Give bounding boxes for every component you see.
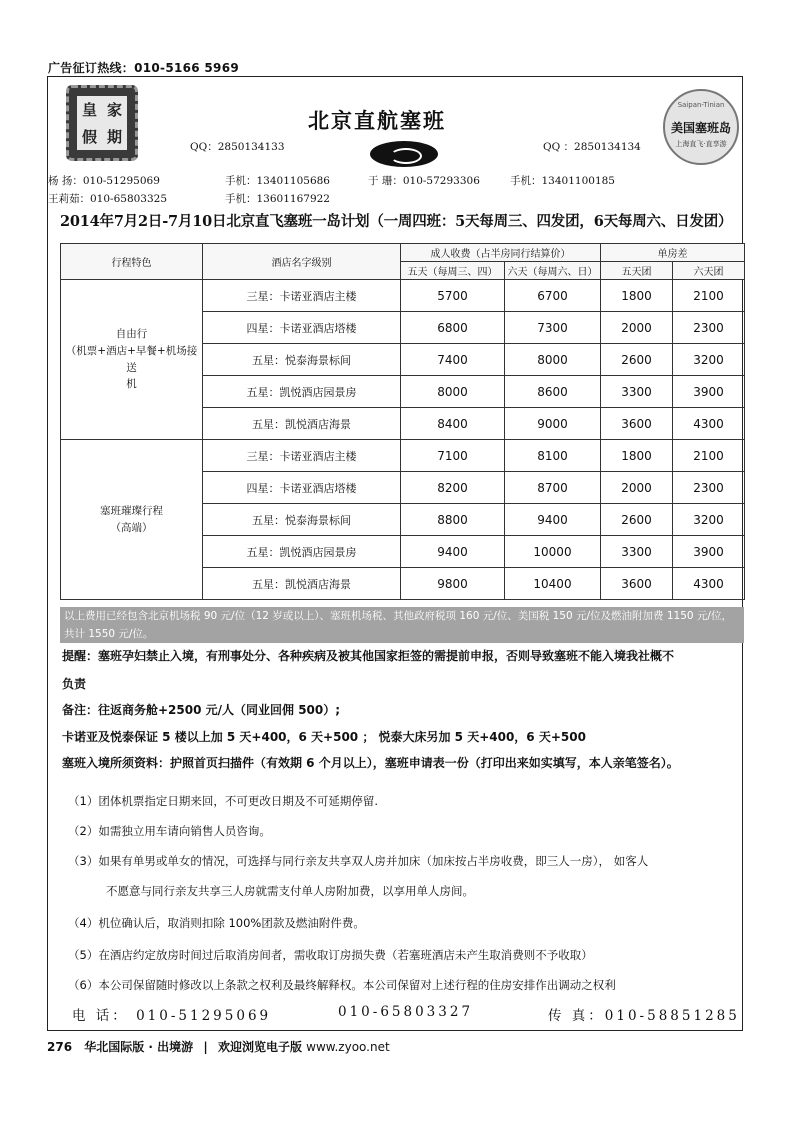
price-cell: 2100 [673,440,745,472]
price-cell: 6800 [401,312,505,344]
logo-char: 期 [106,128,122,146]
condition-item: （6）本公司保留随时修改以上条款之权利及最终解释权。本公司保留对上述行程的住房安排作出调动之权利 [68,978,616,992]
price-cell: 8600 [505,376,601,408]
remark-text: 塞班入境所须资料：护照首页扫描件（有效期 6 个月以上），塞班申请表一份（打印出来如实填写，本人亲笔签名）。 [62,756,679,770]
price-cell: 9400 [401,536,505,568]
hotel-cell: 五星：凯悦酒店园景房 [203,536,401,568]
price-cell: 3600 [601,408,673,440]
price-cell: 8000 [401,376,505,408]
reminder-text: 提醒：塞班孕妇禁止入境，有刑事处分、各种疾病及被其他国家拒签的需提前申报，否则导致塞班不能入境我社概不 [62,649,675,663]
remark-text: 备注：往返商务舱+2500 元/人（同业回佣 500）; [62,703,341,717]
hotel-cell: 三星：卡诺亚酒店主楼 [203,280,401,312]
hotel-cell: 四星：卡诺亚酒店塔楼 [203,312,401,344]
logo-top-text: Saipan-Tinian [677,101,725,109]
price-cell: 2000 [601,312,673,344]
condition-item: （2）如需独立用车请向销售人员咨询。 [68,824,271,838]
hotel-cell: 四星：卡诺亚酒店塔楼 [203,472,401,504]
price-cell: 2300 [673,312,745,344]
price-cell: 8100 [505,440,601,472]
hotel-cell: 五星：悦泰海景标间 [203,344,401,376]
publication-title: 华北国际版 · 出境游 [84,1040,194,1054]
price-cell: 2600 [601,344,673,376]
tour-headline: 2014年7月2日-7月10日北京直飞塞班一岛计划（一周四班：5天每周三、四发团，6天每周六、日发团） [60,213,733,230]
price-cell: 4300 [673,408,745,440]
price-cell: 3200 [673,504,745,536]
hotel-cell: 五星：凯悦酒店园景房 [203,376,401,408]
condition-item: （5）在酒店约定放房时间过后取消房间者，需收取订房损失费（若塞班酒店未产生取消费则不予收取） [68,948,593,962]
price-cell: 3300 [601,376,673,408]
contact-name: 王莉茹：010-65803325 [48,193,168,205]
price-cell: 7300 [505,312,601,344]
condition-item: （1）团体机票指定日期来回，不可更改日期及不可延期停留. [68,794,378,808]
price-cell: 2100 [673,280,745,312]
price-cell: 10000 [505,536,601,568]
header-single: 单房差 [601,244,745,262]
header-feature: 行程特色 [61,244,203,280]
hotel-cell: 五星：凯悦酒店海景 [203,408,401,440]
price-cell: 8700 [505,472,601,504]
contact-mobile: 手机：13401100185 [510,175,615,187]
price-cell: 5700 [401,280,505,312]
price-cell: 8400 [401,408,505,440]
contact-name: 杨 扬：010-51295069 [48,175,160,187]
price-cell: 2300 [673,472,745,504]
contact-mobile: 手机：13601167922 [225,193,330,205]
price-cell: 3900 [673,536,745,568]
price-cell: 7400 [401,344,505,376]
price-cell: 4300 [673,568,745,600]
logo-char: 皇 [81,101,97,119]
fee-note: 以上费用已经包含北京机场税 90 元/位（12 岁或以上）、塞班机场税、其他政府税项 160 元/位、美国税 150 元/位及燃油附加费 1150 元/位，共计 1550 元/位。 [60,607,744,643]
remark-text: 卡诺亚及悦泰保证 5 楼以上加 5 天+400，6 天+500 ； 悦泰大床另加 5 天+400，6 天+500 [62,730,586,744]
logo-main-text: 美国塞班岛 [670,121,731,135]
airline-logo-icon [370,141,438,167]
footer-fax: 传 真：010-58851285 [548,1008,740,1024]
logo-char: 家 [106,101,122,119]
price-cell: 2000 [601,472,673,504]
footer-separator: | [203,1040,208,1054]
group-deluxe [61,440,203,600]
saipan-logo [663,89,739,165]
header-hotel: 酒店名字级别 [203,244,401,280]
header-adult-6: 六天（每周六、日） [505,262,601,280]
price-cell: 3900 [673,376,745,408]
price-cell: 8000 [505,344,601,376]
condition-item: （4）机位确认后，取消则扣除 100%团款及燃油附件费。 [68,916,365,930]
price-cell: 1800 [601,280,673,312]
footer-cta: 欢迎浏览电子版 [217,1040,302,1054]
price-cell: 3600 [601,568,673,600]
price-cell: 8200 [401,472,505,504]
group-line: 机 [126,378,137,391]
price-cell: 8800 [401,504,505,536]
contact-mobile: 手机：13401105686 [225,175,330,187]
footer-phone: 010-65803327 [338,1004,474,1020]
price-cell: 10400 [505,568,601,600]
price-cell: 9400 [505,504,601,536]
price-cell: 3200 [673,344,745,376]
ad-hotline: 广告征订热线：010-5166 5969 [48,61,240,75]
hotel-cell: 五星：凯悦酒店海景 [203,568,401,600]
group-line: 塞班璀璨行程 [100,504,163,517]
group-line: （机票+酒店+早餐+机场接送 [65,344,198,374]
group-line: 自由行 [115,327,148,340]
header-adult-5: 五天（每周三、四） [401,262,505,280]
price-cell: 9000 [505,408,601,440]
price-cell: 2600 [601,504,673,536]
contact-name: 于 珊：010-57293306 [368,175,480,187]
footer-url[interactable]: www.zyoo.net [306,1040,390,1054]
page-footer [47,1038,390,1055]
logo-bottom-text: 上海直飞·直享游 [675,140,727,148]
hotel-cell: 五星：悦泰海景标间 [203,504,401,536]
condition-item: 不愿意与同行亲友共享三人房就需支付单人房附加费，以享用单人房间。 [106,884,474,898]
group-free-travel [61,280,203,440]
header-single-5: 五天团 [601,262,673,280]
header-adult: 成人收费（占半房同行结算价） [401,244,601,262]
page-number: 276 [47,1040,73,1054]
price-cell: 7100 [401,440,505,472]
condition-item: （3）如果有单男或单女的情况，可选择与同行亲友共享双人房并加床（加床按占半房收费，即三人一房）， 如客人 [68,854,649,868]
logo-char: 假 [81,128,97,146]
header-single-6: 六天团 [673,262,745,280]
group-line: （高端） [110,521,153,534]
ad-page [47,76,743,1031]
qq-left: QQ：2850134133 [190,141,285,153]
qq-right: QQ ：2850134134 [543,141,641,153]
royal-holiday-logo [66,85,138,161]
page-title: 北京直航塞班 [308,108,446,133]
hotel-cell: 三星：卡诺亚酒店主楼 [203,440,401,472]
price-table [60,243,745,600]
price-cell: 1800 [601,440,673,472]
price-cell: 6700 [505,280,601,312]
price-cell: 9800 [401,568,505,600]
price-cell: 3300 [601,536,673,568]
footer-phone: 电 话： 010-51295069 [72,1008,272,1024]
reminder-text: 负责 [62,677,87,691]
